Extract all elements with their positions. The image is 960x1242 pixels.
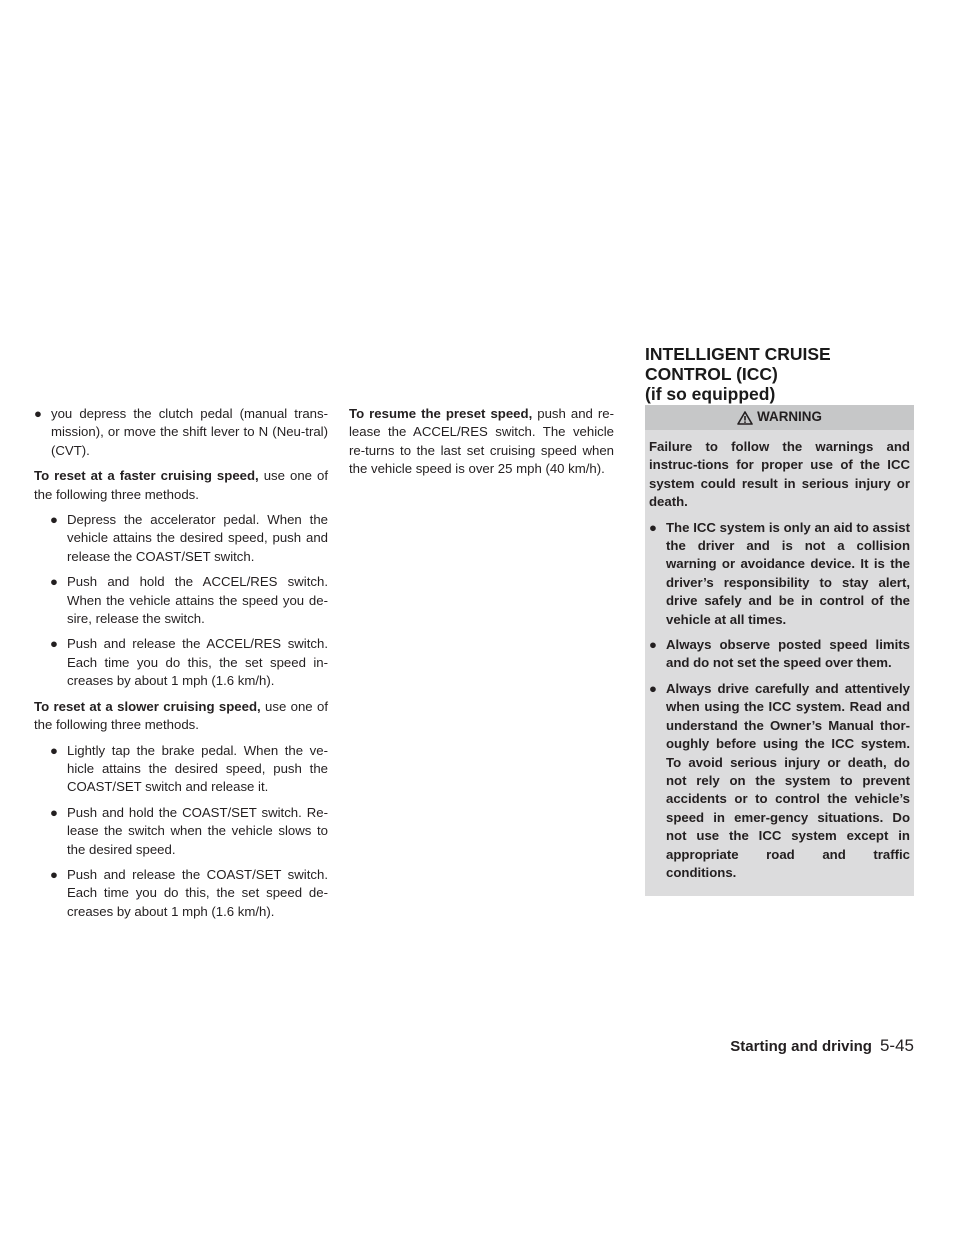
list-item: [50, 635, 328, 690]
list-item: [50, 511, 328, 566]
list-item-text: The ICC system is only an aid to assist the driver and is not a collision warning or avoidance device. It is the driver’s responsibility to stay alert, drive safely and be in control of the vehicle at all times.: [666, 519, 910, 627]
list-item-text: Push and hold the ACCEL/RES switch. When the vehicle attains the speed you de-sire, release the switch.: [67, 574, 328, 627]
bullet-icon: ●: [649, 637, 657, 653]
warning-header: [645, 405, 914, 430]
warning-title: WARNING: [757, 409, 822, 425]
section-title-line1: INTELLIGENT CRUISE CONTROL (ICC): [645, 344, 831, 384]
list-item: [34, 405, 328, 460]
list-item-text: Always observe posted speed limits and do not set the speed over them.: [666, 637, 910, 671]
list-item: [649, 680, 910, 882]
left-column: [34, 405, 328, 921]
paragraph-text: use one of the following three methods.: [34, 698, 328, 733]
list-item-text: Depress the accelerator pedal. When the vehicle attains the desired speed, push and release the COAST/SET switch.: [67, 512, 328, 564]
list-item-text: Always drive carefully and attentively when using the ICC system. Read and understand the Owner’s Manual thor-oughly before using the ICC system. To avoid serious injury or death, do not rely on the system to prevent accidents or to control the vehicle’s speed in emer-gency situations. Do not use the ICC system except in appropriate road and traffic conditions.: [666, 680, 910, 880]
paragraph-text: push and re-lease the ACCEL/RES switch. The vehicle re-turns to the last set cruising speed when the vehicle speed is over 25 mph (40 km/h).: [349, 406, 615, 477]
paragraph-faster: [34, 467, 328, 504]
page-number: 5-45: [879, 1036, 914, 1055]
warning-intro: Failure to follow the warnings and instruc-tions for proper use of the ICC system could result in serious injury or death.: [649, 439, 910, 510]
list-item-text: Lightly tap the brake pedal. When the ve-hicle attains the desired speed, push the COAST/SET switch and release it.: [67, 742, 328, 795]
paragraph-lead: To reset at a slower cruising speed,: [34, 698, 261, 714]
paragraph-text: use one of the following three methods.: [34, 468, 328, 502]
section-title-line2: (if so equipped): [645, 384, 776, 404]
paragraph-lead: To reset at a faster cruising speed,: [34, 468, 259, 484]
right-column: [645, 405, 914, 896]
list-item-text: Push and release the COAST/SET switch. Each time you do this, the set speed de-creases by about 1 mph (1.6 km/h).: [67, 866, 328, 919]
bullet-icon: ●: [50, 574, 58, 590]
paragraph-lead: To resume the preset speed,: [349, 406, 533, 421]
bullet-icon: ●: [50, 866, 58, 882]
list-item: [50, 742, 328, 797]
list-item: [50, 866, 328, 921]
middle-column: [349, 405, 614, 479]
section-title: [645, 344, 916, 404]
list-item: [50, 804, 328, 859]
bullet-icon: ●: [50, 804, 58, 820]
list-item: [50, 573, 328, 628]
bullet-icon: ●: [50, 512, 58, 528]
bullet-icon: ●: [50, 742, 58, 758]
list-item: [649, 636, 910, 673]
bullet-icon: ●: [34, 406, 42, 421]
bullet-icon: ●: [649, 680, 657, 696]
paragraph-slower: [34, 698, 328, 735]
footer-section-name: Starting and driving: [730, 1038, 872, 1055]
list-item: [649, 519, 910, 629]
list-item-text: you depress the clutch pedal (manual trans-mission), or move the shift lever to N (Neu-tral) (CVT).: [51, 406, 328, 458]
page-footer: [730, 1036, 914, 1056]
warning-box: [645, 405, 914, 896]
warning-triangle-icon: [737, 411, 753, 425]
list-item-text: Push and hold the COAST/SET switch. Re-lease the switch when the vehicle slows to the desired speed.: [67, 804, 328, 857]
bullet-icon: ●: [50, 636, 58, 652]
paragraph-resume: [349, 405, 614, 479]
bullet-icon: ●: [649, 519, 657, 535]
list-item-text: Push and release the ACCEL/RES switch. Each time you do this, the set speed in-creases by about 1 mph (1.6 km/h).: [67, 636, 328, 689]
